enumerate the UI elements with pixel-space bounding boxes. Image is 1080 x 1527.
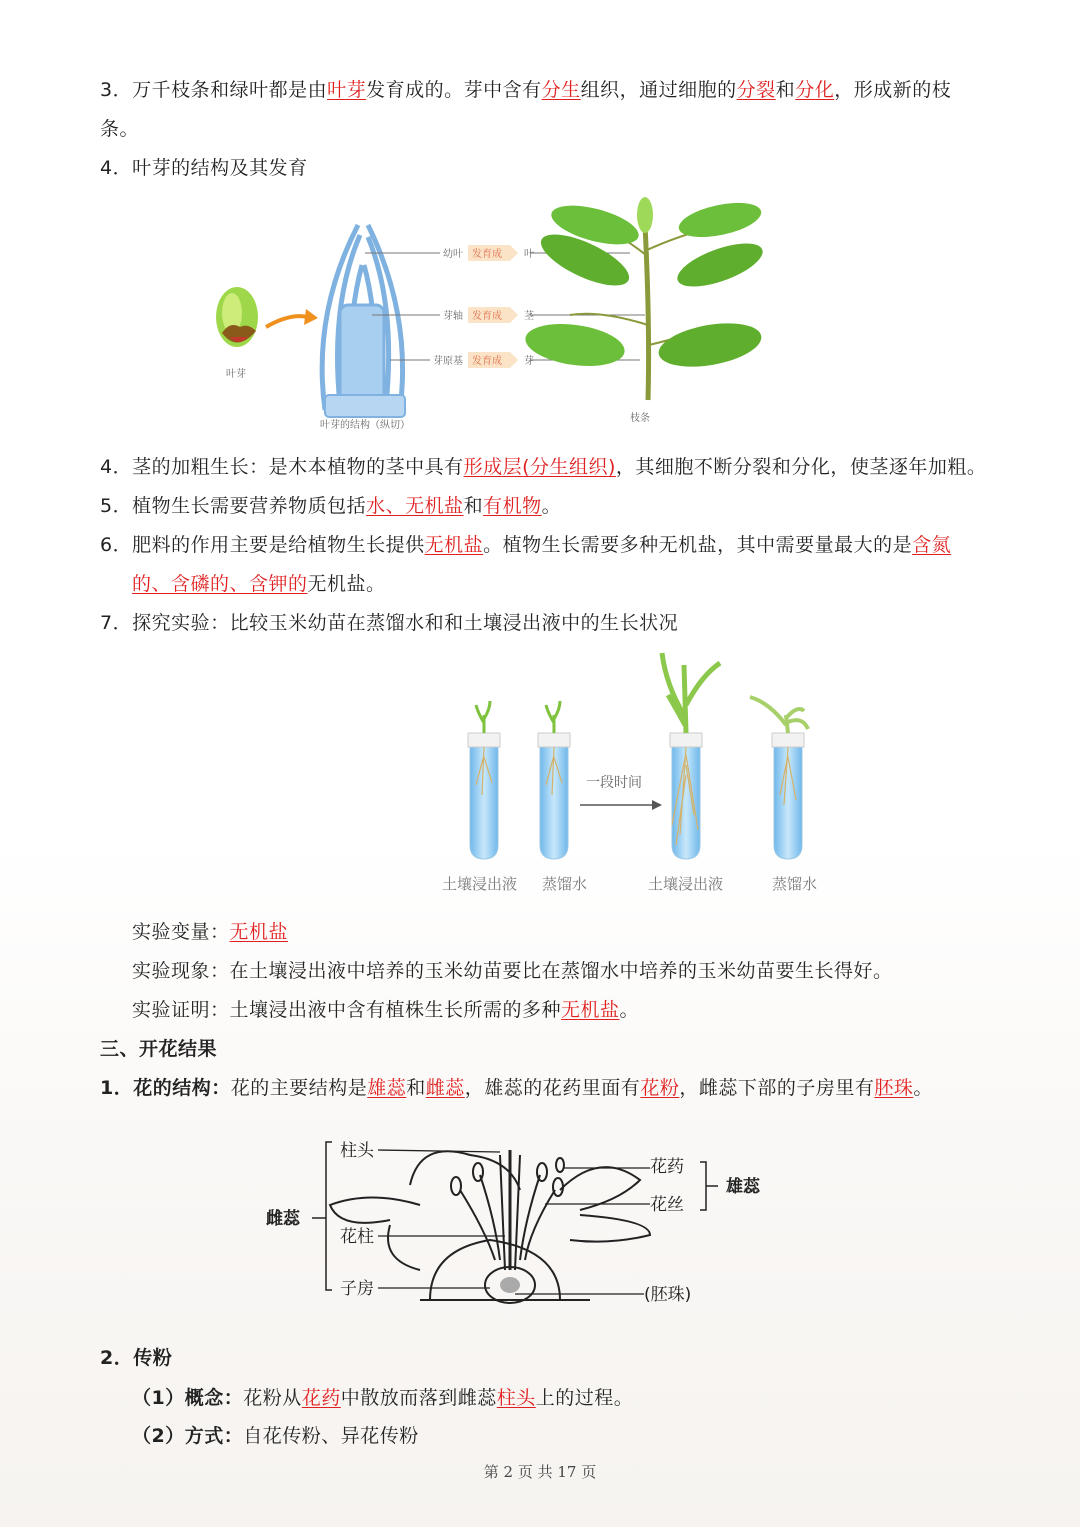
text: 组织，通过细胞的 xyxy=(580,79,737,101)
stamen-label: 雄蕊 xyxy=(726,1177,760,1197)
anther-label: 花药 xyxy=(650,1157,684,1177)
item-7-line: 7．探究实验：比较玉米幼苗在蒸馏水和和土壤浸出液中的生长状况 xyxy=(100,612,679,634)
stigma-label: 柱头 xyxy=(340,1141,374,1161)
bud-row-2 xyxy=(443,307,535,323)
item-3-line-1 xyxy=(100,78,951,102)
bud-row-1 xyxy=(443,245,534,261)
pollination-concept xyxy=(132,1386,633,1410)
keyword: 无机盐 xyxy=(424,534,484,556)
pistil-bracket xyxy=(326,1142,332,1290)
text: ，其细胞不断分裂和分化，使茎逐年加粗。 xyxy=(615,456,987,478)
bud-structure-caption: 叶芽的结构（纵切） xyxy=(320,420,410,431)
experiment-variable xyxy=(132,920,288,944)
page-number: 2 xyxy=(503,1463,514,1481)
test-tube-2 xyxy=(538,701,570,859)
flower-structure-line xyxy=(100,1076,933,1100)
develops-into-label: 发育成 xyxy=(472,311,502,322)
experiment-phenomenon: 实验现象：在土壤浸出液中培养的玉米幼苗要比在蒸馏水中培养的玉米幼苗要生长得好。 xyxy=(132,960,893,982)
flower-diagram xyxy=(260,1130,780,1310)
text: ，形成新的枝 xyxy=(834,79,952,101)
text: 自花传粉、异花传粉 xyxy=(243,1425,419,1447)
total-pages: 17 xyxy=(557,1463,577,1481)
keyword: 无机盐 xyxy=(229,921,289,943)
stamen-bracket xyxy=(700,1162,706,1210)
item-4-title: 4．叶芽的结构及其发育 xyxy=(100,157,308,179)
time-arrow-label: 一段时间 xyxy=(586,775,642,791)
section-3-heading: 三、开花结果 xyxy=(100,1038,218,1060)
text: 3．万千枝条和绿叶都是由 xyxy=(100,79,328,101)
ovule-label: (胚珠) xyxy=(644,1285,692,1305)
result-label: 叶 xyxy=(524,249,534,260)
keyword: 雄蕊 xyxy=(367,1077,407,1099)
bud-part-label: 芽原基 xyxy=(433,356,463,367)
pistil-label: 雌蕊 xyxy=(266,1209,300,1229)
keyword: 胚珠 xyxy=(874,1077,914,1099)
bud-base xyxy=(325,395,405,417)
test-tube-4 xyxy=(750,697,808,859)
text: 无机盐。 xyxy=(307,573,386,595)
page-footer xyxy=(0,1461,1080,1482)
text: ，雌蕊下部的子房里有 xyxy=(679,1077,875,1099)
branch-caption: 枝条 xyxy=(630,413,650,424)
tube-2-label: 蒸馏水 xyxy=(542,875,588,893)
develops-into-label: 发育成 xyxy=(472,356,502,367)
keyword: 花粉 xyxy=(640,1077,680,1099)
text: 。 xyxy=(619,999,640,1021)
keyword: 含氮 xyxy=(912,534,952,556)
experiment-proof xyxy=(132,998,639,1022)
text: ，雄蕊的花药里面有 xyxy=(464,1077,641,1099)
leaf-bud-figure xyxy=(200,195,780,440)
text: 页 xyxy=(581,1463,597,1481)
keyword: 分裂 xyxy=(736,79,776,101)
arrow-tip xyxy=(510,307,518,323)
text: 中散放而落到雌蕊 xyxy=(340,1387,497,1409)
keyword: 无机盐 xyxy=(561,999,620,1021)
develops-into-label: 发育成 xyxy=(472,249,502,260)
tube-4-label: 蒸馏水 xyxy=(772,875,818,893)
experiment-figure xyxy=(430,645,840,900)
text: 5．植物生长需要营养物质包括 xyxy=(100,495,367,517)
text: 页 共 xyxy=(517,1463,553,1481)
flower-drawing xyxy=(330,1150,650,1303)
filament-label: 花丝 xyxy=(650,1195,684,1215)
text: 和 xyxy=(775,79,796,101)
text: 发育成的。芽中含有 xyxy=(366,79,542,101)
text: 花粉从 xyxy=(243,1387,302,1409)
keyword: 柱头 xyxy=(496,1387,536,1409)
item-4b-line xyxy=(100,455,986,479)
text: 实验变量： xyxy=(132,921,230,943)
result-label: 芽 xyxy=(524,356,534,367)
bud-label: 叶芽 xyxy=(226,369,246,380)
arrow-tip xyxy=(510,245,518,261)
bud-arrow-head xyxy=(304,309,318,325)
bud-part-label: 幼叶 xyxy=(443,249,463,260)
pollination-heading: 2．传粉 xyxy=(100,1347,173,1369)
bud-arrow xyxy=(266,316,308,327)
text: 。植物生长需要多种无机盐，其中需要量最大的是 xyxy=(483,534,913,556)
text: 。 xyxy=(913,1077,933,1099)
keyword: 有机物 xyxy=(483,495,542,517)
keyword: 花药 xyxy=(301,1387,341,1409)
time-arrow-head xyxy=(652,800,662,810)
bud-row-3 xyxy=(433,352,534,368)
keyword: 分生 xyxy=(541,79,581,101)
arrow-tip xyxy=(510,352,518,368)
keyword: 雌蕊 xyxy=(425,1077,465,1099)
keyword: 的、含磷的、含钾的 xyxy=(132,573,308,595)
bud-part-label: 芽轴 xyxy=(443,311,463,322)
result-label: 茎 xyxy=(524,311,534,322)
label: 1．花的结构： xyxy=(100,1077,231,1099)
keyword: 叶芽 xyxy=(327,79,367,101)
text: 实验证明：土壤浸出液中含有植株生长所需的多种 xyxy=(132,999,562,1021)
style-label: 花柱 xyxy=(340,1227,374,1247)
keyword: 水、无机盐 xyxy=(366,495,464,517)
label: （2）方式： xyxy=(132,1425,244,1447)
tube-3-label: 土壤浸出液 xyxy=(648,875,724,893)
text: 4．茎的加粗生长：是木本植物的茎中具有 xyxy=(100,456,464,478)
test-tube-3 xyxy=(662,653,720,859)
ovule-shape xyxy=(500,1277,520,1293)
text: 第 xyxy=(483,1463,499,1481)
text: 上的过程。 xyxy=(535,1387,634,1409)
item-6-line-1 xyxy=(100,533,951,557)
tube-1-label: 土壤浸出液 xyxy=(442,875,518,893)
keyword: 形成层(分生组织) xyxy=(463,456,616,478)
pollination-mode xyxy=(132,1424,419,1448)
text: 和 xyxy=(406,1077,426,1099)
branch-illustration xyxy=(523,197,768,400)
text: 和 xyxy=(463,495,484,517)
ovary-label: 子房 xyxy=(340,1279,374,1299)
item-6-line-2 xyxy=(132,572,386,596)
text: 。 xyxy=(541,495,562,517)
keyword: 分化 xyxy=(795,79,835,101)
text: 6．肥料的作用主要是给植物生长提供 xyxy=(100,534,425,556)
label: （1）概念： xyxy=(132,1387,244,1409)
test-tube-1 xyxy=(468,701,500,859)
text: 花的主要结构是 xyxy=(230,1077,368,1099)
item-3-line-2: 条。 xyxy=(100,118,140,140)
item-5-line xyxy=(100,494,561,518)
leaf-bud-illustration xyxy=(216,287,258,347)
